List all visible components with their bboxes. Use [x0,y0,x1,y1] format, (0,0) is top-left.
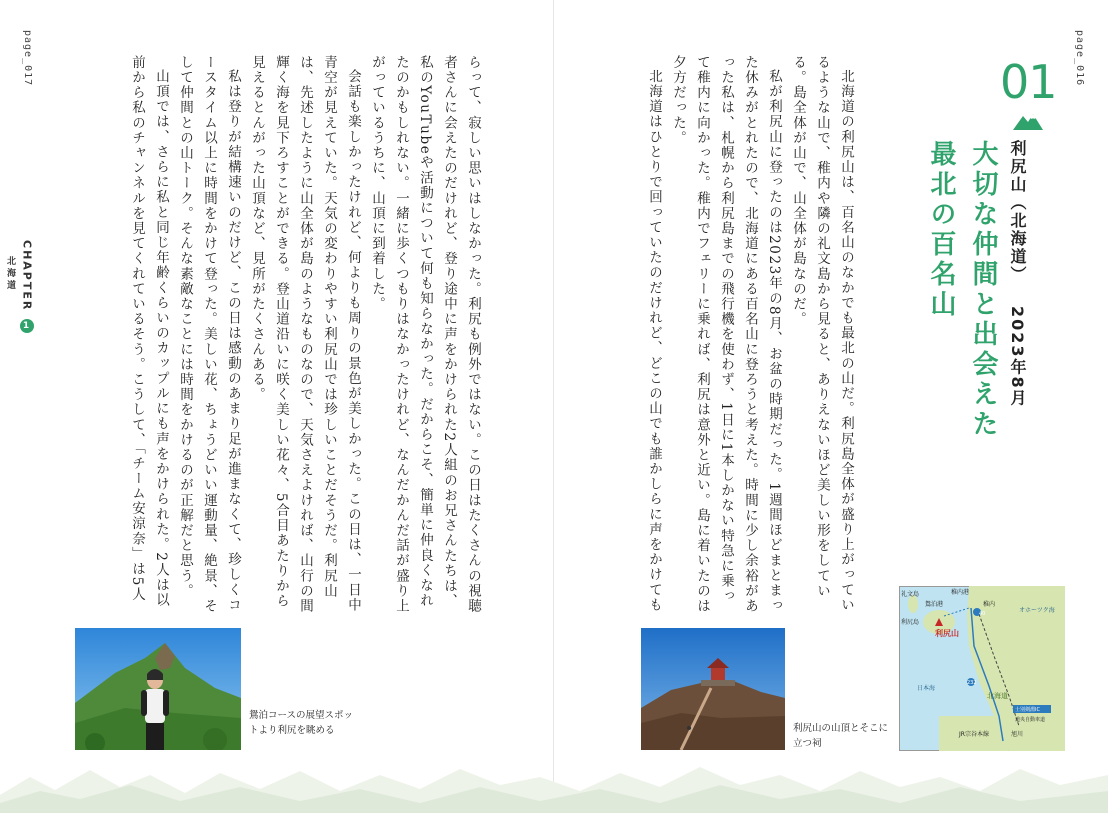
paragraph: らって、寂しい思いはしなかった。利尻も例外ではない。この日はたくさんの視聴者さんに会えたのだけれど、登り途中に声をかけられた2人組のお兄さんたちは、私のYouTubeや活動について何も知らなかった。だからこそ、簡単に仲良くなれたのかもしれない。一緒に歩くつもりはなかったけれど、なんだかんだ話が盛り上がっているうちに、山頂に到着した。 [369,55,481,614]
caption-right: 利尻山の山頂とそこに立つ祠 [793,723,889,749]
chapter-number-badge [20,319,34,333]
paragraph: 北海道はひとりで回っていたのだけれど、どこの山でも誰かしらに声をかけても [646,68,662,613]
photo-summit-shrine [641,628,785,750]
paragraph: 私が利尻山に登ったのは2023年の8月、お盆の時期だった。1週間ほどまとまった休みがとれたので、北海道にある百名山に登ろうと考えた。時間に少し余裕があった私は、札幌から利尻島までの飛行機を使わず、1日に1本しかない特急に乗って稚内に向かった。稚内でフェリーに乗れば、利尻は意外と近い。島に着いたのは夕方だった。 [670,55,782,614]
right-body-text [638,55,858,615]
map-label-route232: 232 [967,680,977,686]
chapter-region: 北海道 [5,256,15,292]
map-label-junction: 士別剣淵IC [1015,707,1040,713]
chapter-label: CHAPTER [20,240,34,312]
map-label-okhotsk: オホーツク海 [1019,607,1055,614]
folio-right: page_016 [1074,30,1085,87]
summit-photo-image [641,628,785,750]
climb-date: 2023年8月 [1008,305,1027,408]
chapter-tag [20,240,34,337]
title-line-1: 大切な仲間と出会えた [968,140,998,440]
map-label-rishiri-island: 利尻島 [901,619,920,626]
paragraph: 北海道の利尻山は、百名山のなかでも最北の山だ。利尻島全体が盛り上がっているような山で、稚内や隣の礼文島から見ると、ありえないほど美しい形をしている。島全体が山で、山全体が島なのだ。 [790,55,854,613]
left-body-text [75,55,485,615]
hiker-photo-image [75,628,241,750]
map-label-highway: 道央自動車道 [1015,717,1046,723]
mountain-band-decoration [0,755,1108,813]
map-label-sea-of-japan: 日本海 [917,685,936,692]
map-label-rishiri-mountain: 利尻山 [935,629,959,638]
map-label-wakkanai-port: 稚内港 [951,589,970,596]
chapter-entry-number: 01 [1000,55,1057,109]
paragraph: 私は登りが結構速いのだけど、この日は感動のあまり足が進まなくて、珍しくコースタイム以上に時間をかけて登った。美しい花、ちょうどいい運動量、絶景、そして仲間との山トーク。そんな素敵なことには時間をかけるのが正解だと思う。 [177,55,241,614]
mountain-icon [1013,112,1043,130]
title-line-2: 最北の百名山 [926,140,956,320]
map-label-oshidomari: 鴛泊港 [925,601,944,608]
gutter [553,0,554,813]
photo-hiker-viewpoint [75,628,241,750]
folio-left: page_017 [22,30,33,87]
mountain-subhead [1006,140,1028,407]
map-label-asahikawa: 旭川 [1011,731,1024,738]
mountain-name: 利尻山（北海道） [1008,140,1027,284]
map-label-jr-line: JR宗谷本線 [959,731,989,738]
paragraph: 会話も楽しかったけれど、何よりも周りの景色が美しかった。この日は、一日中青空が見えていた。天気の変わりやすい利尻山では珍しいことだそうだ。利尻山は、先述したように山全体が島のようなものなので、天気さえよければ、山行の間輝く海を見下ろすことができる。登山道沿いに咲く美しい花々、5合目あたりから見えるとんがった山頂など、見所がたくさんある。 [249,55,361,614]
article-title [920,140,1004,440]
map-label-route40: 40 [979,611,986,617]
chapter-number: 1 [22,321,32,332]
map-label-hokkaido: 北海道 [987,692,1008,700]
map-label-wakkanai: 稚内 [983,601,996,608]
caption-left: 鴛泊コースの展望スポットより利尻を眺める [249,710,354,736]
paragraph: 山頂では、さらに私と同じ年齢くらいのカップルにも声をかけられた。2人は以前から私のチャンネルを見てくれているそう。こうして、「チーム安涼奈」は5人 [129,55,169,608]
map-label-rebun: 礼文島 [901,591,920,598]
hokkaido-north-map [899,586,1065,751]
